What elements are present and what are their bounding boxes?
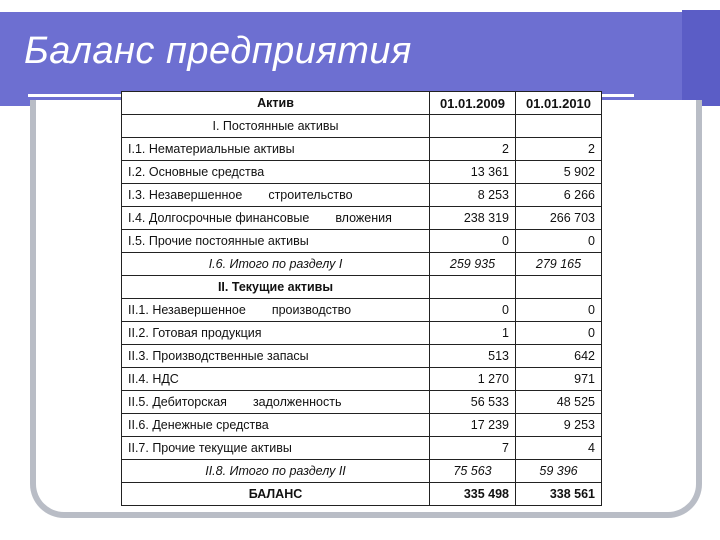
row-label — [122, 437, 430, 460]
section-title-text: I. Постоянные активы — [212, 119, 339, 133]
value-2010: 48 525 — [516, 391, 602, 414]
row-label-part: I.2. Основные средства — [128, 165, 265, 179]
row-label-part: II.6. Денежные средства — [128, 418, 269, 432]
table-row — [122, 322, 602, 345]
row-label-part: производство — [271, 303, 352, 317]
table-row — [122, 414, 602, 437]
row-label — [122, 391, 430, 414]
value-2010: 0 — [516, 230, 602, 253]
subtotal-row — [122, 460, 602, 483]
row-label-part: задолженность — [252, 395, 342, 409]
row-label-part: вложения — [335, 211, 392, 225]
value-2010: 971 — [516, 368, 602, 391]
value-2010: 2 — [516, 138, 602, 161]
row-label — [122, 345, 430, 368]
value-2009: 56 533 — [430, 391, 516, 414]
section-title — [122, 276, 430, 299]
value-2009: 0 — [430, 230, 516, 253]
value-2009: 238 319 — [430, 207, 516, 230]
row-label-part: II.7. Прочие текущие активы — [128, 441, 292, 455]
balance-2009: 335 498 — [430, 483, 516, 506]
header-date-2010: 01.01.2010 — [516, 92, 602, 115]
empty-cell — [430, 276, 516, 299]
table-row — [122, 207, 602, 230]
row-label-part: II.1. Незавершенное — [128, 303, 246, 317]
section-row — [122, 276, 602, 299]
row-label-part: строительство — [268, 188, 353, 202]
row-label-part: II.2. Готовая продукция — [128, 326, 262, 340]
table-row — [122, 391, 602, 414]
value-2009: 13 361 — [430, 161, 516, 184]
empty-cell — [430, 115, 516, 138]
table-row — [122, 368, 602, 391]
table-row — [122, 184, 602, 207]
subtotal-2010: 59 396 — [516, 460, 602, 483]
balance-table — [121, 91, 602, 506]
row-label-part: II.3. Производственные запасы — [128, 349, 309, 363]
row-label — [122, 207, 430, 230]
table-row — [122, 345, 602, 368]
value-2010: 266 703 — [516, 207, 602, 230]
row-label — [122, 184, 430, 207]
row-label-part: I.4. Долгосрочные финансовые — [128, 211, 310, 225]
row-label-part: активы — [253, 142, 295, 156]
row-label — [122, 368, 430, 391]
row-label — [122, 299, 430, 322]
empty-cell — [516, 276, 602, 299]
balance-label: БАЛАНС — [122, 483, 430, 506]
header-date-2009: 01.01.2009 — [430, 92, 516, 115]
empty-cell — [516, 115, 602, 138]
row-label — [122, 161, 430, 184]
value-2010: 6 266 — [516, 184, 602, 207]
row-label-part: I.5. Прочие постоянные активы — [128, 234, 309, 248]
table-header-row — [122, 92, 602, 115]
subtotal-2009: 259 935 — [430, 253, 516, 276]
row-label — [122, 138, 430, 161]
table-row — [122, 138, 602, 161]
table-row — [122, 299, 602, 322]
subtotal-2009: 75 563 — [430, 460, 516, 483]
value-2010: 642 — [516, 345, 602, 368]
section-title-text: II. Текущие активы — [217, 280, 334, 294]
header-asset: Актив — [122, 92, 430, 115]
balance-2010: 338 561 — [516, 483, 602, 506]
row-label-part: II.5. Дебиторская — [128, 395, 227, 409]
value-2010: 5 902 — [516, 161, 602, 184]
value-2009: 513 — [430, 345, 516, 368]
value-2009: 0 — [430, 299, 516, 322]
value-2009: 2 — [430, 138, 516, 161]
slide-title: Баланс предприятия — [24, 30, 412, 72]
value-2010: 0 — [516, 322, 602, 345]
value-2010: 4 — [516, 437, 602, 460]
value-2010: 9 253 — [516, 414, 602, 437]
row-label-part: I.1. Нематериальные — [128, 142, 251, 156]
subtotal-label: II.8. Итого по разделу II — [122, 460, 430, 483]
row-label-part: I.3. Незавершенное — [128, 188, 243, 202]
value-2009: 8 253 — [430, 184, 516, 207]
banner-accent — [682, 10, 720, 106]
row-label — [122, 414, 430, 437]
row-label-part: II.4. НДС — [128, 372, 179, 386]
table-row — [122, 161, 602, 184]
value-2009: 1 270 — [430, 368, 516, 391]
section-title — [122, 115, 430, 138]
row-label — [122, 322, 430, 345]
value-2009: 1 — [430, 322, 516, 345]
subtotal-2010: 279 165 — [516, 253, 602, 276]
value-2009: 7 — [430, 437, 516, 460]
value-2009: 17 239 — [430, 414, 516, 437]
table-row — [122, 437, 602, 460]
value-2010: 0 — [516, 299, 602, 322]
section-row — [122, 115, 602, 138]
subtotal-label: I.6. Итого по разделу I — [122, 253, 430, 276]
table-row — [122, 230, 602, 253]
subtotal-row — [122, 253, 602, 276]
row-label — [122, 230, 430, 253]
balance-row — [122, 483, 602, 506]
